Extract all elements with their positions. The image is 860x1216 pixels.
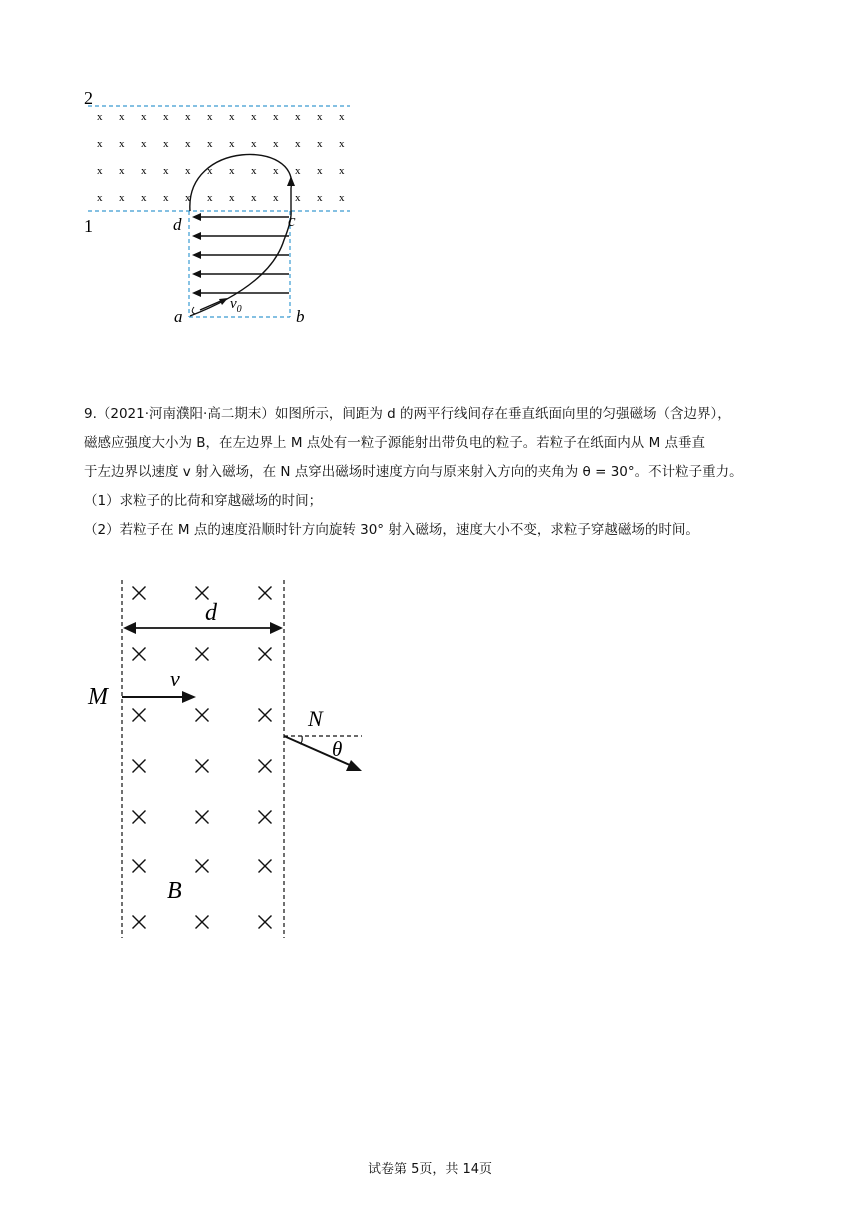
field-cross [259, 860, 272, 873]
field-cross: x [163, 111, 169, 123]
field-cross: x [317, 138, 323, 150]
question-2: （2）若粒子在 M 点的速度沿顺时针方向旋转 30° 射入磁场，速度大小不变，求粒子穿越磁场的时间。 [84, 522, 699, 538]
field-cross: x [273, 192, 279, 204]
problem-9 [84, 400, 784, 545]
line-1-label: 1 [84, 216, 93, 236]
problem-line-2: 磁感应强度大小为 B，在左边界上 M 点处有一粒子源能射出带负电的粒子。若粒子在纸面内从 M 点垂直 [84, 435, 706, 451]
field-cross: x [97, 138, 103, 150]
field-cross: x [207, 138, 213, 150]
field-cross: x [251, 111, 257, 123]
field-cross: x [97, 192, 103, 204]
field-cross [259, 648, 272, 661]
field-cross: x [251, 138, 257, 150]
field-cross: x [163, 192, 169, 204]
field-arrowhead [192, 289, 201, 297]
field-cross [259, 760, 272, 773]
field-cross: x [119, 138, 125, 150]
field-cross: x [229, 165, 235, 177]
point-N-label: N [308, 706, 323, 731]
velocity-label-v: v [170, 666, 180, 691]
field-cross: x [119, 165, 125, 177]
field-cross: x [229, 138, 235, 150]
field-cross: x [207, 165, 213, 177]
field-cross [196, 587, 209, 600]
field-cross [133, 648, 146, 661]
field-cross: x [339, 192, 345, 204]
field-cross: x [317, 165, 323, 177]
field-cross [196, 916, 209, 929]
field-cross: x [317, 111, 323, 123]
field-cross [196, 648, 209, 661]
question-1: （1）求粒子的比荷和穿越磁场的时间； [84, 493, 323, 509]
width-arrowhead-right [270, 622, 283, 634]
field-label-B: B [167, 878, 182, 904]
field-cross [259, 811, 272, 824]
field-cross: x [141, 111, 147, 123]
figure-1-diagram [60, 80, 380, 340]
field-cross [133, 811, 146, 824]
field-cross: x [119, 111, 125, 123]
angle-theta-label: θ [332, 737, 343, 761]
width-arrowhead-left [123, 622, 136, 634]
field-cross: x [185, 165, 191, 177]
field-cross [133, 760, 146, 773]
field-cross [133, 587, 146, 600]
field-cross: x [295, 111, 301, 123]
field-cross: x [273, 138, 279, 150]
problem-line-3: 于左边界以速度 v 射入磁场，在 N 点穿出磁场时速度方向与原来射入方向的夹角为 θ = 30°。不计粒子重力。 [84, 464, 743, 480]
field-cross [133, 709, 146, 722]
field-cross: x [295, 138, 301, 150]
v0-arrowhead [219, 298, 228, 305]
field-cross: x [339, 165, 345, 177]
field-cross: x [251, 165, 257, 177]
figure-2-diagram [70, 570, 390, 950]
field-cross [196, 709, 209, 722]
field-cross: x [141, 192, 147, 204]
field-cross [133, 916, 146, 929]
field-cross: x [295, 165, 301, 177]
field-arrowhead [192, 270, 201, 278]
field-cross [196, 760, 209, 773]
field-cross [133, 860, 146, 873]
field-cross [259, 709, 272, 722]
field-cross [196, 860, 209, 873]
field-cross [196, 811, 209, 824]
point-d-label: d [173, 215, 182, 234]
field-cross: x [185, 192, 191, 204]
width-label-d: d [205, 600, 217, 626]
v0-label: $v_0$ [230, 296, 242, 315]
field-arrowhead [192, 232, 201, 240]
page-footer: 试卷第 5页，共 14页 [367, 1162, 493, 1177]
field-cross: x [295, 192, 301, 204]
field-cross: x [163, 138, 169, 150]
particle-trajectory [190, 211, 291, 316]
field-cross: x [229, 192, 235, 204]
field-cross: x [141, 165, 147, 177]
field-cross: x [317, 192, 323, 204]
field-cross: x [163, 165, 169, 177]
field-cross: x [185, 138, 191, 150]
problem-line-1: 9.（2021·河南濮阳·高二期末）如图所示，间距为 d 的两平行线间存在垂直纸面向里的匀强磁场（含边界）， [84, 406, 731, 422]
magnetic-field-crosses [97, 111, 345, 204]
field-cross: x [141, 138, 147, 150]
electric-field-arrows [192, 213, 289, 297]
field-cross: x [273, 165, 279, 177]
field-cross: x [339, 138, 345, 150]
velocity-arrowhead [182, 691, 196, 703]
field-cross: x [185, 111, 191, 123]
v0-arrow-line [200, 300, 223, 310]
field-cross: x [339, 111, 345, 123]
field-cross [259, 587, 272, 600]
magnetic-field-crosses [133, 587, 272, 929]
point-b-label: b [296, 307, 305, 326]
point-c-label: c [288, 211, 296, 230]
field-cross: x [97, 111, 103, 123]
field-cross: x [229, 111, 235, 123]
field-arrowhead [192, 213, 201, 221]
field-cross: x [207, 111, 213, 123]
field-arrowhead [192, 251, 201, 259]
trajectory-arrowhead [287, 176, 295, 186]
line-2-label: 2 [84, 88, 93, 108]
field-cross [259, 916, 272, 929]
field-cross: x [251, 192, 257, 204]
angle-mark-a [192, 307, 195, 314]
field-cross: x [207, 192, 213, 204]
point-a-label: a [174, 307, 183, 326]
point-M-label: M [88, 684, 108, 710]
field-cross: x [97, 165, 103, 177]
field-cross: x [273, 111, 279, 123]
field-cross: x [119, 192, 125, 204]
